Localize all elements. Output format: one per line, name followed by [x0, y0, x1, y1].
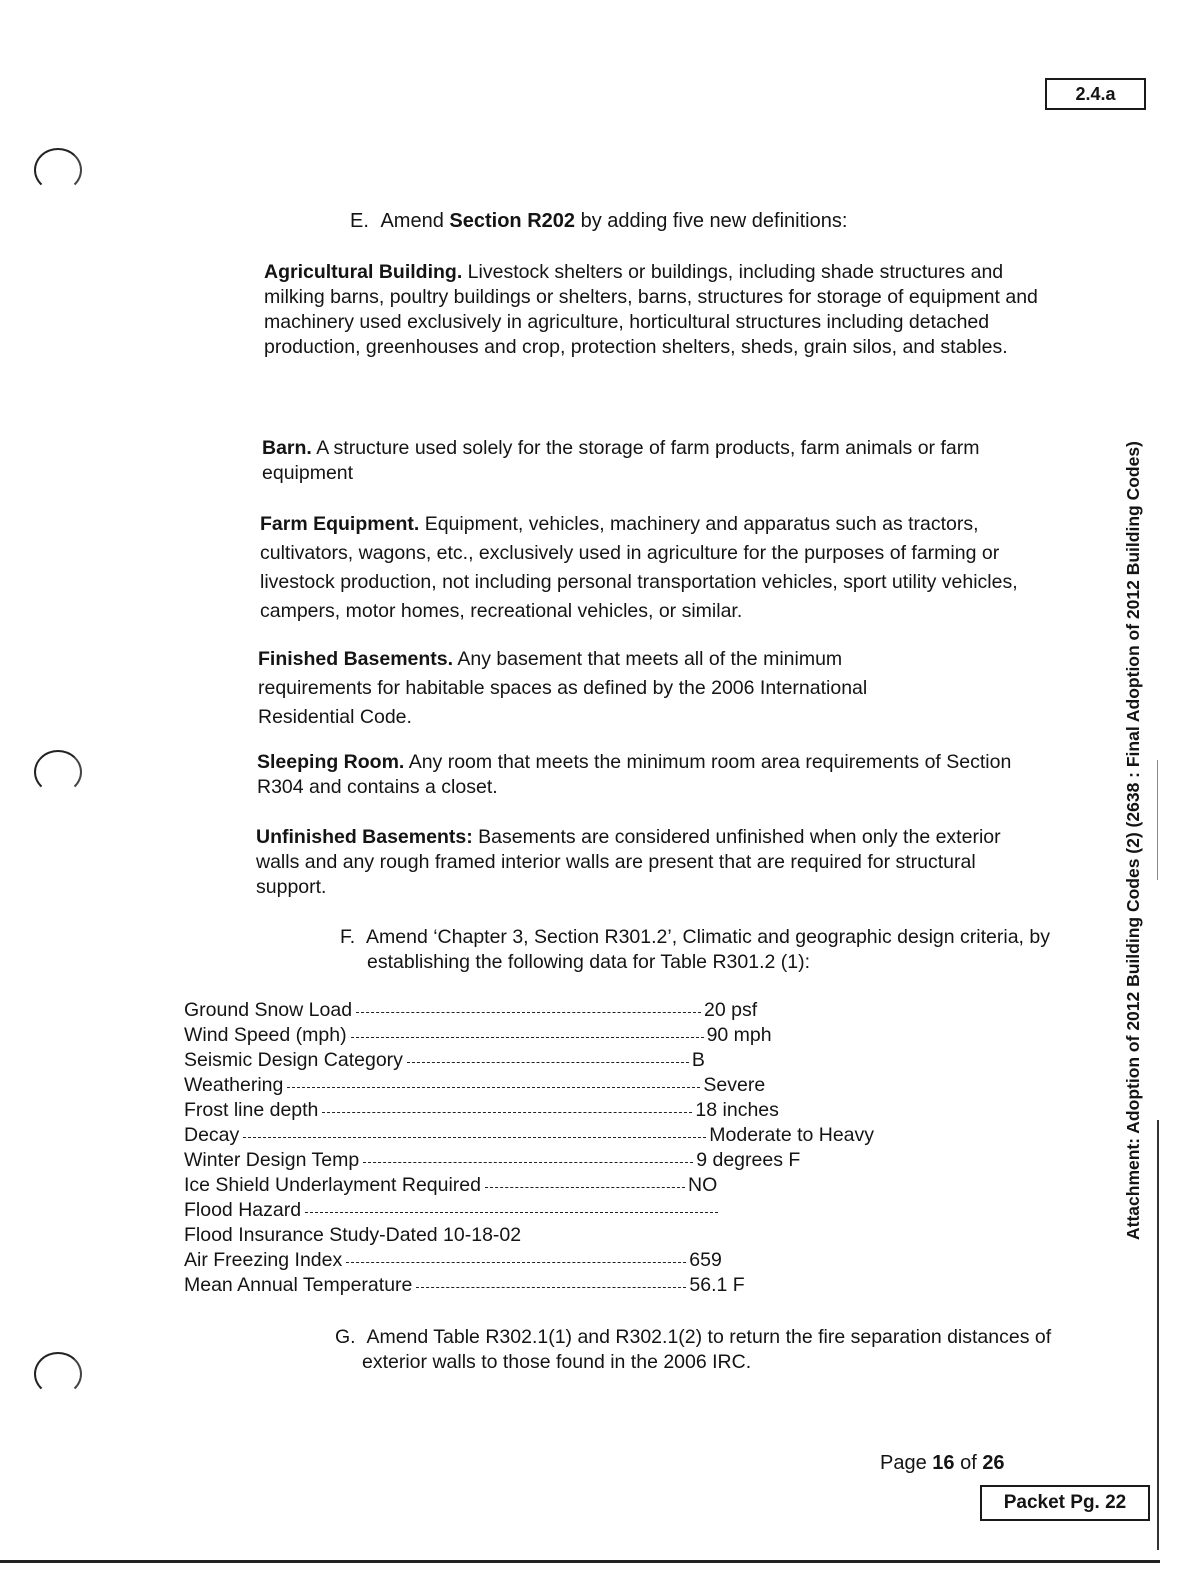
definition-text: Equipment, vehicles, machinery and apparatus such as tractors, cultivators, wagons, etc., exclusively used in agriculture for the purposes of farming or livestock production, not including personal transportation vehicles, sport utility vehicles, campers, motor homes, recreational vehicles, or similar. — [260, 513, 1018, 622]
definition-text: Any room that meets the minimum room area requirements of Section R304 and contains a closet. — [257, 751, 1012, 798]
definition-text: Livestock shelters or buildings, including shade structures and milking barns, poultry buildings or shelters, barns, structures for storage of equipment and machinery used exclusively in agriculture, horticultural structures including detached production, greenhouses and crop, protection shelters, sheds, grain silos, and stables. — [264, 261, 1038, 358]
climate-label: Wind Speed (mph) — [184, 1024, 347, 1046]
item-f-text: Amend ‘Chapter 3, Section R301.2’, Climatic and geographic design criteria, by establishing the following data for Table R301.2 (1): — [366, 926, 1050, 973]
item-e-text-post: by adding five new definitions: — [575, 210, 848, 232]
item-e-heading — [350, 210, 847, 233]
table-row — [184, 1098, 944, 1123]
item-g-paragraph — [335, 1325, 1052, 1375]
climate-label: Frost line depth — [184, 1099, 319, 1121]
climate-label: Flood Hazard — [184, 1199, 302, 1221]
climate-label: Ground Snow Load — [184, 999, 353, 1021]
climate-value: Moderate to Heavy — [709, 1124, 875, 1146]
binder-hole-bottom — [34, 1352, 82, 1396]
page-number-pre: Page — [880, 1452, 933, 1474]
item-e-text-pre: Amend — [380, 210, 450, 232]
table-row — [184, 1173, 944, 1198]
item-e-section: Section R202 — [449, 210, 576, 232]
climate-value: 20 psf — [704, 999, 758, 1021]
leader-dashes — [407, 1062, 689, 1063]
climate-value: NO — [688, 1174, 718, 1196]
leader-dashes — [416, 1287, 686, 1288]
climate-label: Ice Shield Underlayment Required — [184, 1174, 481, 1196]
item-f-paragraph — [340, 925, 1067, 975]
climate-value: Severe — [703, 1074, 766, 1096]
binder-hole-top — [34, 148, 82, 192]
climate-label: Decay — [184, 1124, 240, 1146]
definition-text: A structure used solely for the storage of farm products, farm animals or farm equipment — [262, 437, 980, 484]
leader-dashes — [363, 1162, 693, 1163]
page-number-total: 26 — [982, 1452, 1005, 1474]
binder-hole-middle — [34, 750, 82, 794]
page-number — [880, 1452, 1005, 1475]
definition-text: Basements are considered unfinished when only the exterior walls and any rough framed interior walls are present that are required for structural support. — [256, 826, 1001, 898]
climate-design-table — [184, 998, 944, 1298]
climate-label: Mean Annual Temperature — [184, 1274, 413, 1296]
table-row — [184, 1248, 944, 1273]
definition-sleeping-room — [257, 750, 1037, 800]
attachment-sidebar-label: Attachment: Adoption of 2012 Building Codes (2) (2638 : Final Adoption of 2012 Building Codes) — [1123, 441, 1143, 1240]
table-row — [184, 1073, 944, 1098]
climate-label: Winter Design Temp — [184, 1149, 360, 1171]
table-row — [184, 998, 944, 1023]
climate-value: 90 mph — [706, 1024, 772, 1046]
leader-dashes — [351, 1037, 704, 1038]
climate-label: Weathering — [184, 1074, 284, 1096]
climate-value: 18 inches — [695, 1099, 779, 1121]
item-g-text: Amend Table R302.1(1) and R302.1(2) to return the fire separation distances of exterior walls to those found in the 2006 IRC. — [362, 1326, 1052, 1373]
table-row — [184, 1123, 944, 1148]
climate-label: Air Freezing Index — [184, 1249, 343, 1271]
table-row — [184, 1223, 944, 1248]
bottom-page-rule — [0, 1560, 1160, 1563]
climate-label: Seismic Design Category — [184, 1049, 403, 1071]
definition-farm-equipment — [260, 510, 1050, 626]
leader-dashes — [485, 1187, 685, 1188]
table-row — [184, 1048, 944, 1073]
leader-dashes — [243, 1137, 706, 1138]
definition-unfinished-basements — [256, 825, 1016, 900]
margin-rule-lower — [1157, 1120, 1159, 1550]
climate-value: 56.1 F — [689, 1274, 745, 1296]
definition-term: Sleeping Room. — [257, 751, 405, 773]
agenda-item-tag: 2.4.a — [1045, 78, 1146, 110]
page-number-mid: of — [954, 1452, 983, 1474]
table-row — [184, 1198, 944, 1223]
leader-dashes — [305, 1212, 718, 1213]
definition-term: Farm Equipment. — [260, 513, 420, 535]
climate-value: B — [691, 1049, 705, 1071]
definition-term: Agricultural Building. — [264, 261, 463, 283]
table-row — [184, 1148, 944, 1173]
table-row — [184, 1273, 944, 1298]
definition-barn — [262, 436, 1022, 486]
table-row — [184, 1023, 944, 1048]
item-g-letter: G. — [335, 1326, 356, 1348]
climate-value: 659 — [689, 1249, 722, 1271]
climate-value: 9 degrees F — [696, 1149, 801, 1171]
definition-term: Unfinished Basements: — [256, 826, 473, 848]
definition-agricultural-building — [264, 260, 1044, 360]
definition-term: Finished Basements. — [258, 648, 454, 670]
definition-term: Barn. — [262, 437, 312, 459]
leader-dashes — [346, 1262, 686, 1263]
packet-page-box: Packet Pg. 22 — [980, 1485, 1150, 1521]
leader-dashes — [287, 1087, 700, 1088]
item-f-letter: F. — [340, 926, 356, 948]
leader-dashes — [356, 1012, 701, 1013]
definition-text: Any basement that meets all of the minimum requirements for habitable spaces as defined by the 2006 International Residential Code. — [258, 648, 868, 728]
margin-rule-upper — [1157, 760, 1158, 880]
page-number-current: 16 — [932, 1452, 955, 1474]
leader-dashes — [322, 1112, 692, 1113]
item-e-letter: E. — [350, 210, 369, 232]
definition-finished-basements — [258, 645, 958, 732]
climate-label: Flood Insurance Study-Dated 10-18-02 — [184, 1224, 522, 1246]
